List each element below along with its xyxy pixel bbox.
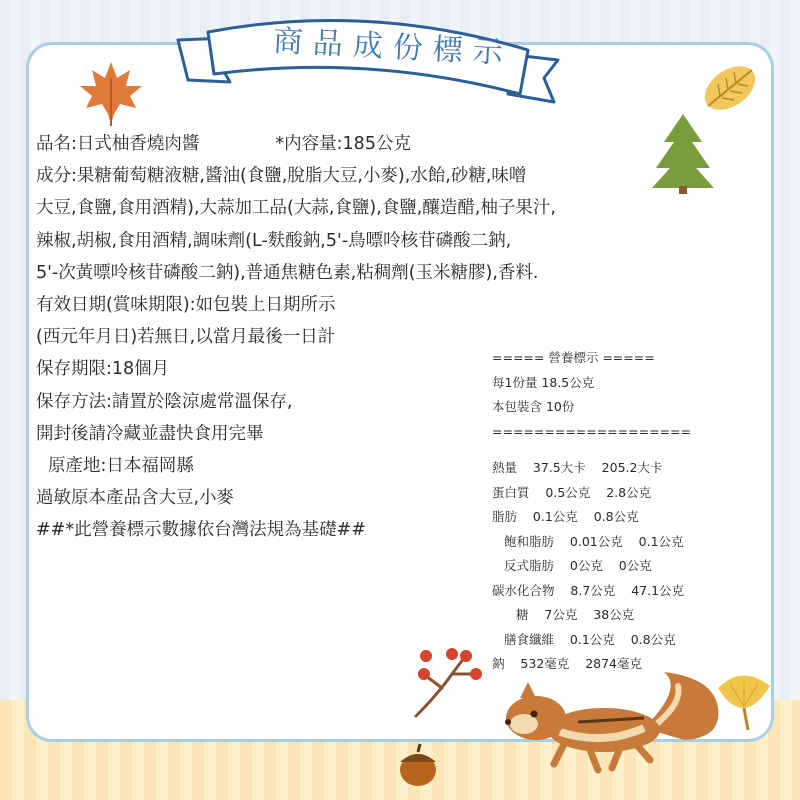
nutrient-label: 碳水化合物 bbox=[492, 582, 555, 598]
nutrient-label: 脂肪 bbox=[492, 509, 518, 524]
nutrition-divider: =================== bbox=[492, 423, 691, 439]
per-package-value: 205.2大卡 bbox=[601, 460, 663, 475]
nutrient-label: 蛋白質 bbox=[492, 484, 530, 500]
berry-branch-icon bbox=[408, 644, 486, 720]
servings-per-package: 本包裝含 10份 bbox=[492, 399, 575, 414]
nutrient-label: 鈉 bbox=[492, 656, 505, 671]
per-package-value: 0.1公克 bbox=[638, 533, 684, 549]
acorn-icon bbox=[392, 738, 444, 790]
nutrition-row-dietary-fiber bbox=[492, 628, 752, 653]
ingredients-line-2: 大豆,食鹽,食用酒精),大蒜加工品(大蒜,食鹽),食鹽,釀造醋,柚子果汁, bbox=[36, 198, 556, 219]
nutrient-label: 膳食纖維 bbox=[504, 631, 555, 647]
allergen-line: 過敏原本產品含大豆,小麥 bbox=[36, 488, 235, 509]
serving-size: 每1份量 18.5公克 bbox=[492, 374, 595, 390]
product-name-line bbox=[36, 128, 636, 160]
nutrition-row-sodium bbox=[492, 652, 752, 677]
nutrition-row-saturated-fat bbox=[492, 530, 752, 555]
per-serving-value: 0.01公克 bbox=[569, 533, 623, 549]
origin-line: 原產地:日本福岡縣 bbox=[48, 455, 194, 476]
nutrient-label: 飽和脂肪 bbox=[504, 533, 555, 549]
shelf-life-line: 保存期限:18個月 bbox=[36, 359, 170, 380]
per-package-value: 0公克 bbox=[618, 558, 652, 573]
per-package-value: 47.1公克 bbox=[631, 582, 685, 598]
maple-leaf-icon bbox=[76, 58, 146, 128]
nutrition-row-protein bbox=[492, 481, 752, 506]
per-serving-value: 0.1公克 bbox=[532, 509, 578, 524]
squirrel-icon bbox=[494, 668, 724, 778]
nutrient-label: 糖 bbox=[516, 607, 529, 622]
ingredients-line-4: 5'-次黃嘌呤核苷磷酸二鈉),普通焦糖色素,粘稠劑(玉米糖膠),香料. bbox=[36, 262, 539, 283]
per-package-value: 0.8公克 bbox=[630, 631, 676, 647]
expiry-line-2: (西元年月日)若無日,以當月最後一日計 bbox=[36, 327, 336, 348]
nutrition-facts bbox=[492, 346, 752, 677]
nutrition-row-calories bbox=[492, 456, 752, 481]
per-serving-value: 8.7公克 bbox=[570, 582, 616, 598]
nutrition-row-sugar bbox=[492, 603, 752, 628]
nutrition-row-carbohydrate bbox=[492, 579, 752, 604]
storage-line-1: 保存方法:請置於陰涼處常溫保存, bbox=[36, 391, 293, 412]
ginkgo-leaf-icon bbox=[712, 668, 774, 732]
pine-tree-icon bbox=[650, 112, 716, 194]
net-content: *内容量:185公克 bbox=[275, 134, 411, 154]
per-serving-value: 37.5大卡 bbox=[532, 460, 586, 475]
ingredients-line-1: 成分:果糖葡萄糖液糖,醬油(食鹽,脫脂大豆,小麥),水飴,砂糖,味噌 bbox=[36, 166, 527, 187]
per-serving-value: 0.5公克 bbox=[545, 484, 591, 500]
page-title: 商品成份標示 bbox=[272, 23, 514, 72]
per-package-value: 2874毫克 bbox=[585, 656, 642, 671]
per-package-value: 2.8公克 bbox=[606, 484, 652, 500]
product-name: 品名:日式柚香燒肉醬 bbox=[36, 134, 200, 154]
per-serving-value: 0.1公克 bbox=[569, 631, 615, 647]
nutrition-note-line: ##*此營養標示數據依台灣法規為基礎## bbox=[36, 520, 366, 541]
per-serving-value: 7公克 bbox=[544, 607, 578, 622]
nutrition-row-trans-fat bbox=[492, 554, 752, 579]
nutrition-row-fat bbox=[492, 505, 752, 530]
storage-line-2: 開封後請冷藏並盡快食用完畢 bbox=[36, 423, 264, 444]
expiry-line-1: 有效日期(賞味期限):如包裝上日期所示 bbox=[36, 294, 336, 315]
nutrient-label: 反式脂肪 bbox=[504, 558, 555, 573]
per-serving-value: 532毫克 bbox=[520, 656, 570, 671]
per-serving-value: 0公克 bbox=[569, 558, 603, 573]
ingredients-line-3: 辣椒,胡椒,食用酒精,調味劑(L-麩酸鈉,5'-鳥嘌呤核苷磷酸二鈉, bbox=[36, 230, 512, 251]
nutrient-label: 熱量 bbox=[492, 460, 518, 475]
per-package-value: 38公克 bbox=[593, 607, 635, 622]
per-package-value: 0.8公克 bbox=[593, 509, 639, 524]
nutrition-header: ===== 營養標示 ===== bbox=[492, 350, 655, 365]
